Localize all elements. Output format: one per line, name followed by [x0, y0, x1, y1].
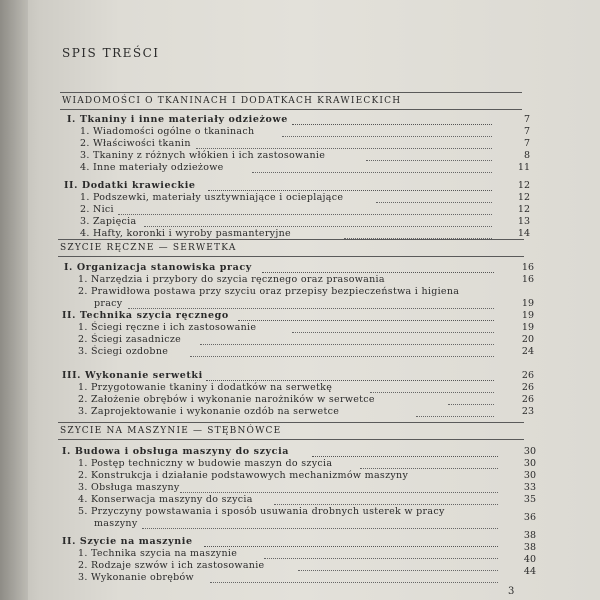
section-heading: SZYCIE NA MASZYNIE — STĘBNÓWCE — [60, 426, 282, 436]
toc-entry: 1. Podszewki, materiały usztywniające i ocieplające — [80, 192, 344, 203]
dot-leader — [370, 392, 494, 393]
toc-entry: 3. Zaprojektowanie i wykonanie ozdób na serwetce — [78, 406, 340, 417]
page-number: 24 — [521, 346, 534, 357]
dot-leader — [312, 456, 498, 457]
dot-leader — [196, 148, 492, 149]
page-number: 38 — [523, 542, 536, 553]
page-number: 26 — [521, 394, 534, 405]
toc-entry: 3. Zapięcia — [80, 216, 137, 227]
dot-leader — [416, 416, 494, 417]
dot-leader — [360, 468, 498, 469]
page-title: SPIS TREŚCI — [62, 46, 160, 60]
dot-leader — [180, 492, 498, 493]
toc-entry: 3. Obsługa maszyny — [78, 482, 180, 493]
dot-leader — [282, 136, 492, 137]
chapter-title: I. Tkaniny i inne materiały odzieżowe — [67, 114, 288, 125]
dot-leader — [274, 504, 498, 505]
section-rule — [60, 92, 522, 93]
dot-leader — [128, 308, 494, 309]
page-number: 26 — [521, 382, 534, 393]
page-number: 19 — [521, 298, 534, 309]
toc-entry: 4. Konserwacja maszyny do szycia — [78, 494, 253, 505]
section-rule — [58, 256, 524, 257]
page-number: 26 — [521, 370, 534, 381]
footer-page-number: 3 — [508, 586, 515, 597]
page-number: 19 — [521, 322, 534, 333]
chapter-title: II. Dodatki krawieckie — [64, 180, 196, 191]
toc-entry: 1. Ściegi ręczne i ich zastosowanie — [78, 322, 257, 333]
page-number: 44 — [523, 566, 536, 577]
chapter-title: I. Organizacja stanowiska pracy — [64, 262, 252, 273]
page-number: 30 — [523, 446, 536, 457]
dot-leader — [118, 214, 492, 215]
toc-entry: 2. Prawidłowa postawa przy szyciu oraz przepisy bezpieczeństwa i higiena — [78, 286, 460, 297]
toc-entry: 2. Konstrukcja i działanie podstawowych mechanizmów maszyny — [78, 470, 409, 481]
dot-leader — [144, 226, 492, 227]
toc-entry: 3. Ściegi ozdobne — [78, 346, 169, 357]
toc-entry: 1. Narzędzia i przybory do szycia ręcznego oraz prasowania — [78, 274, 385, 285]
toc-entry: 1. Przygotowanie tkaniny i dodatków na serwetkę — [78, 382, 333, 393]
page-number: 12 — [517, 204, 530, 215]
page-number: 35 — [523, 494, 536, 505]
chapter-title: II. Technika szycia ręcznego — [62, 310, 229, 321]
page-number: 12 — [517, 180, 530, 191]
dot-leader — [200, 344, 494, 345]
section-heading: WIADOMOŚCI O TKANINACH I DODATKACH KRAWIECKICH — [62, 96, 402, 106]
page-number: 7 — [523, 126, 530, 137]
toc-entry: 4. Inne materiały odzieżowe — [80, 162, 224, 173]
toc-entry: 2. Właściwości tkanin — [80, 138, 191, 149]
toc-entry: 2. Założenie obrębów i wykonanie narożników w serwetce — [78, 394, 375, 405]
toc-entry: 2. Ściegi zasadnicze — [78, 334, 182, 345]
page-number: 11 — [517, 162, 530, 173]
page-number: 19 — [521, 310, 534, 321]
chapter-title: II. Szycie na maszynie — [62, 536, 193, 547]
toc-entry: 2. Nici — [80, 204, 114, 215]
toc-entry: 1. Technika szycia na maszynie — [78, 548, 238, 559]
page-number: 30 — [523, 458, 536, 469]
page-number: 7 — [523, 114, 530, 125]
section-heading: SZYCIE RĘCZNE — SERWETKA — [60, 243, 237, 253]
dot-leader — [292, 332, 494, 333]
page-number: 8 — [523, 150, 530, 161]
page-number: 36 — [523, 512, 536, 523]
chapter-title: III. Wykonanie serwetki — [62, 370, 203, 381]
toc-entry: 3. Tkaniny z różnych włókien i ich zastosowanie — [80, 150, 326, 161]
page-number: 12 — [517, 192, 530, 203]
section-rule — [58, 239, 524, 240]
chapter-title: I. Budowa i obsługa maszyny do szycia — [62, 446, 290, 457]
page-number: 40 — [523, 554, 536, 565]
toc-entry: 3. Wykonanie obrębów — [78, 572, 194, 583]
toc-entry-continuation: pracy — [94, 298, 123, 309]
dot-leader — [264, 558, 498, 559]
dot-leader — [210, 582, 498, 583]
page-number: 13 — [517, 216, 530, 227]
page-number: 14 — [517, 228, 530, 239]
page-number: 38 — [523, 530, 536, 541]
toc-entry-continuation: maszyny — [94, 518, 138, 529]
dot-leader — [142, 528, 498, 529]
page-number: 20 — [521, 334, 534, 345]
page-number: 30 — [523, 470, 536, 481]
toc-entry: 2. Rodzaje szwów i ich zastosowanie — [78, 560, 265, 571]
dot-leader — [238, 320, 494, 321]
dot-leader — [252, 172, 492, 173]
dot-leader — [448, 404, 494, 405]
dot-leader — [366, 160, 492, 161]
page-number: 16 — [521, 262, 534, 273]
page-number: 16 — [521, 274, 534, 285]
page-gutter — [0, 0, 28, 600]
page-number: 23 — [521, 406, 534, 417]
dot-leader — [298, 570, 498, 571]
page-number: 7 — [523, 138, 530, 149]
dot-leader — [262, 272, 494, 273]
toc-entry: 5. Przyczyny powstawania i sposób usuwania drobnych usterek w pracy — [78, 506, 445, 517]
toc-entry: 4. Hafty, koronki i wyroby pasmanteryjne — [80, 228, 291, 239]
dot-leader — [292, 124, 492, 125]
dot-leader — [204, 546, 498, 547]
toc-entry: 1. Wiadomości ogólne o tkaninach — [80, 126, 255, 137]
page-number: 33 — [523, 482, 536, 493]
dot-leader — [208, 190, 492, 191]
dot-leader — [206, 380, 494, 381]
section-rule — [58, 422, 524, 423]
dot-leader — [190, 356, 494, 357]
dot-leader — [376, 202, 492, 203]
section-rule — [58, 439, 524, 440]
section-rule — [60, 109, 522, 110]
toc-entry: 1. Postęp techniczny w budowie maszyn do szycia — [78, 458, 333, 469]
